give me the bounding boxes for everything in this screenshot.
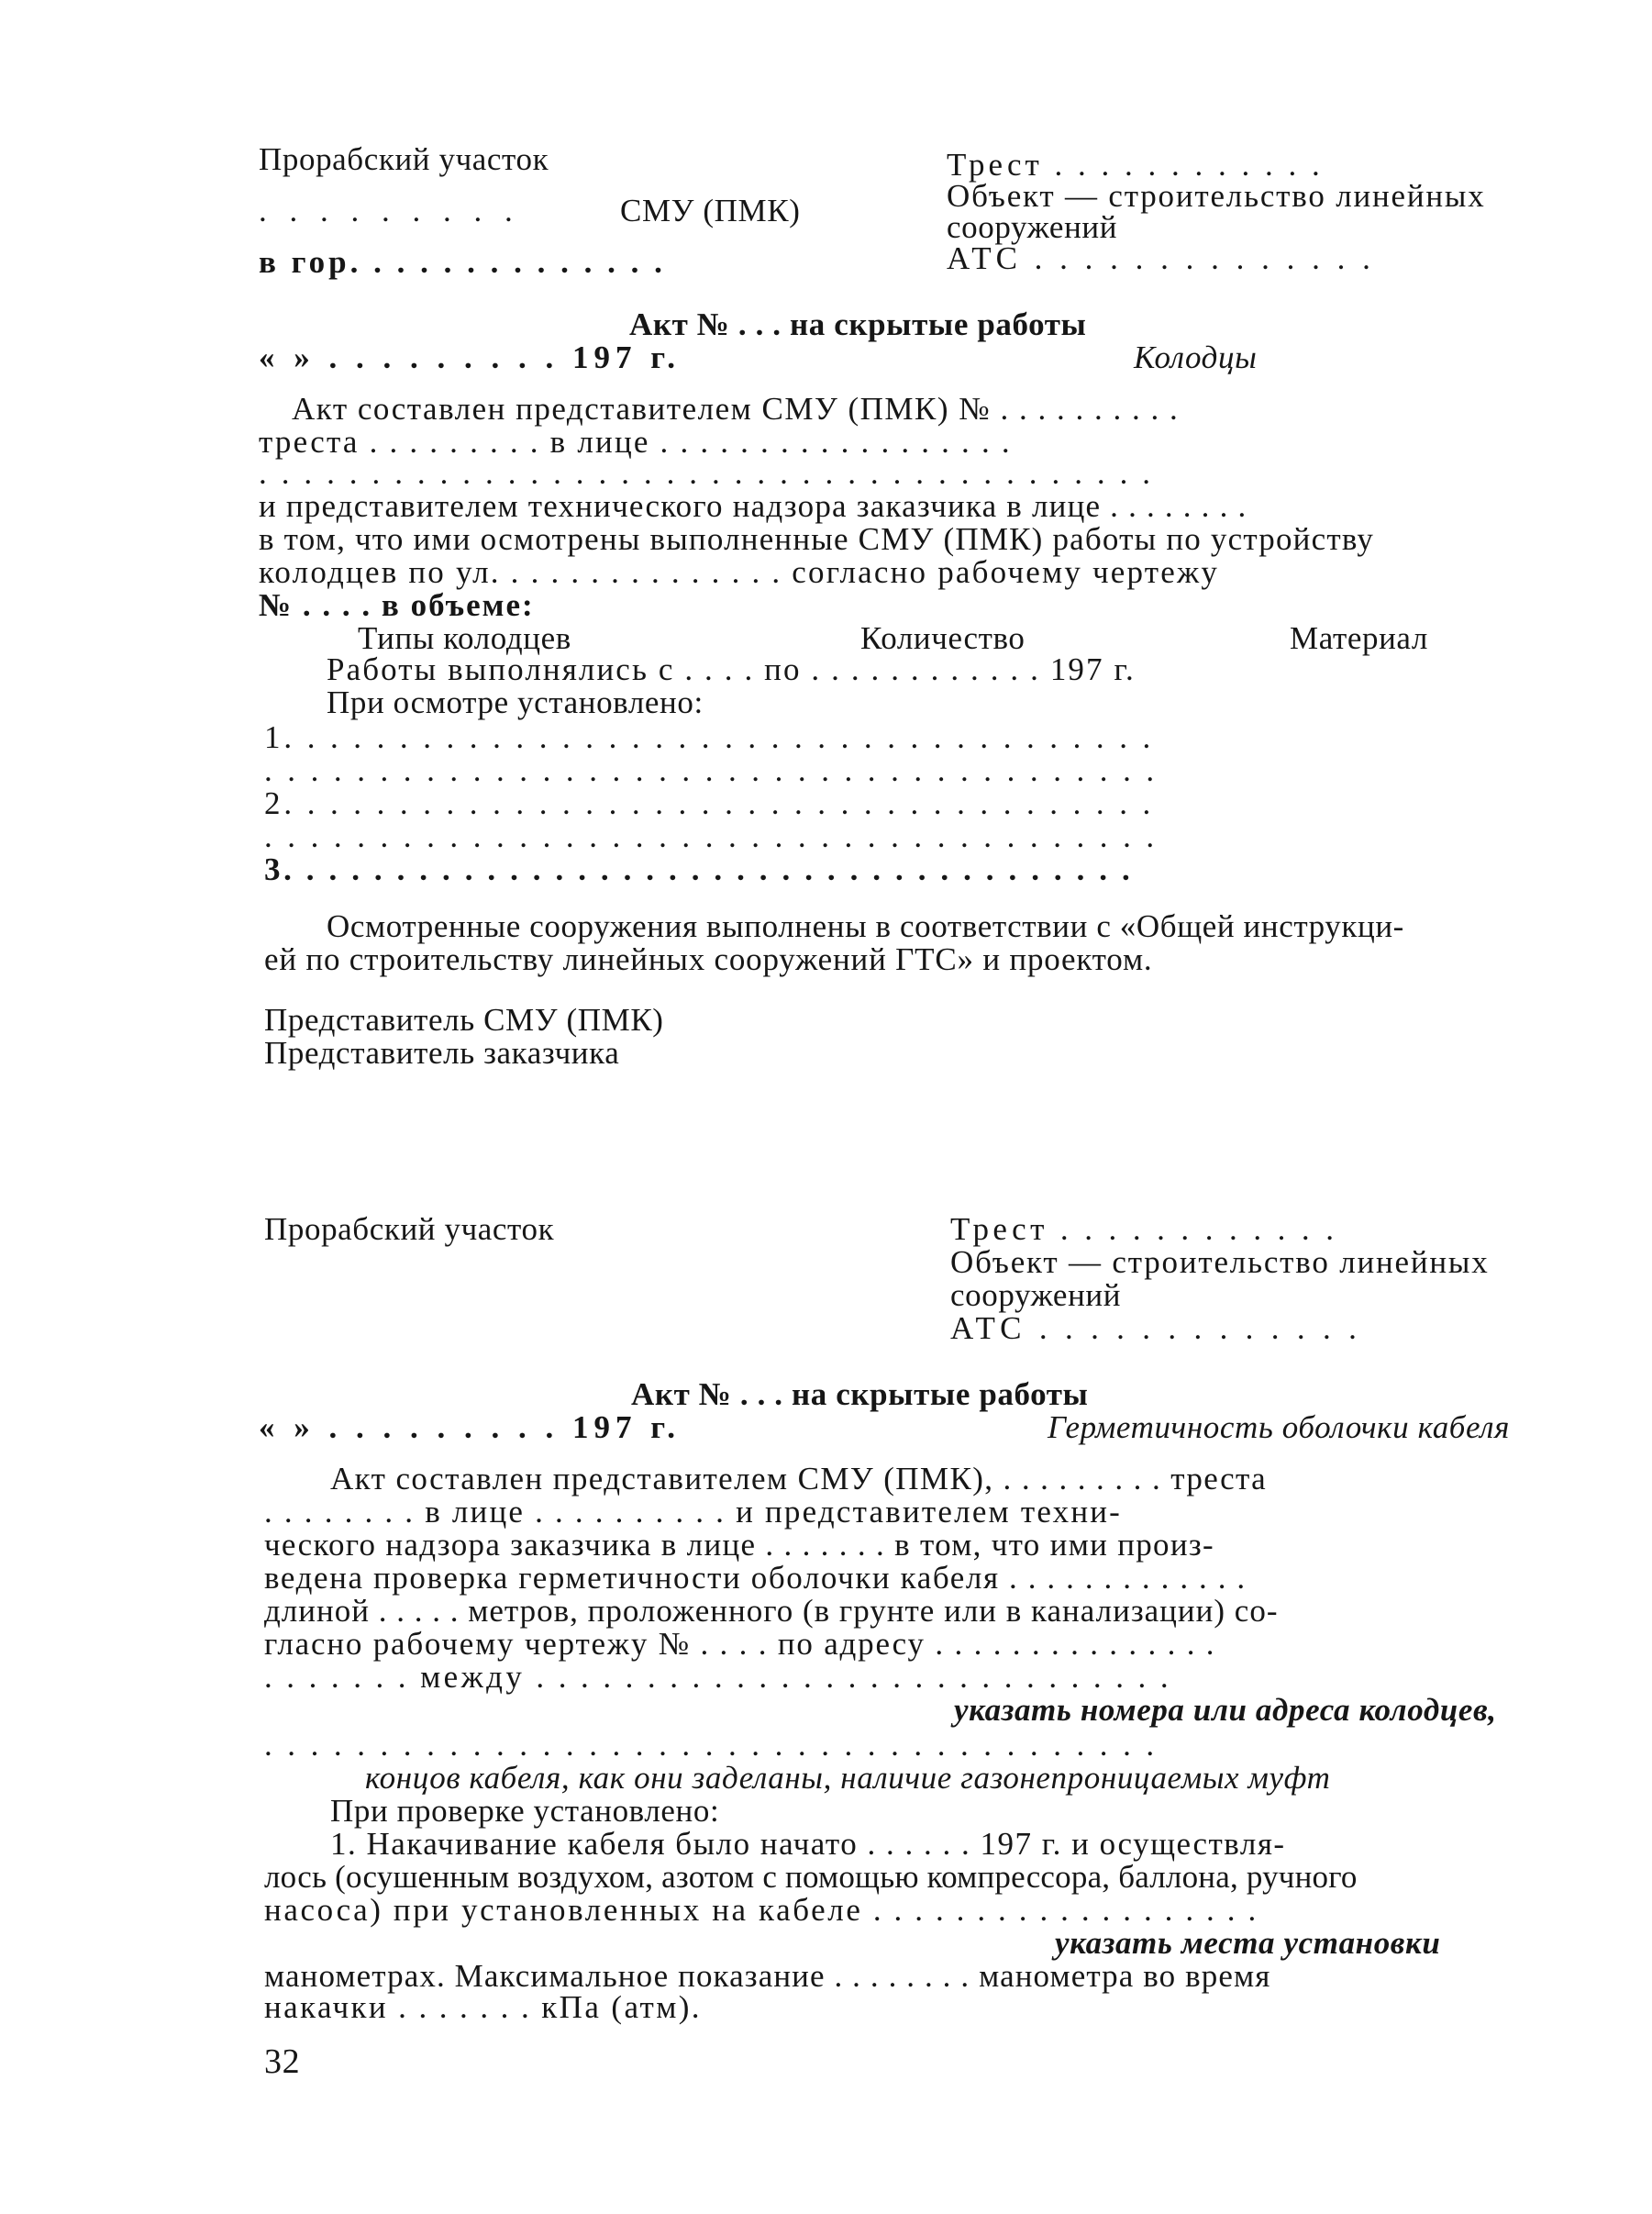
act1-object-line-b: сооружений [947,209,1118,245]
act1-trust-field: Трест . . . . . . . . . . . . [947,147,1324,183]
act2-object-line-b: сооружений [950,1277,1122,1313]
act1-finding-line: 1. . . . . . . . . . . . . . . . . . . . . . . . . . . . . . . . . . . . . . [264,719,1155,755]
act2-item1-cont-line: манометрах. Максимальное показание . . . . . . . . манометра во время [264,1958,1271,1994]
act2-site-label: Прорабский участок [264,1211,555,1247]
act1-signature-customer: Представитель заказчика [264,1035,620,1071]
act2-body-line: ведена проверка герметичности оболочки кабеля . . . . . . . . . . . . . [264,1560,1247,1596]
act1-body-line: . . . . . . . . . . . . . . . . . . . . . . . . . . . . . . . . . . . . . . . . [259,455,1154,491]
act2-dots-line: . . . . . . . . . . . . . . . . . . . . . . . . . . . . . . . . . . . . . . . [264,1727,1159,1763]
act2-body-line: . . . . . . . между . . . . . . . . . . . . . . . . . . . . . . . . . . . . . [264,1659,1171,1695]
act2-note-places: указать места установки [1055,1925,1441,1961]
table-header-material: Материал [1290,620,1428,656]
act1-finding-line: 2. . . . . . . . . . . . . . . . . . . . . . . . . . . . . . . . . . . . . . [264,785,1155,821]
act1-date: « » . . . . . . . . . 197 г. [259,339,681,375]
act2-body-line: длиной . . . . . метров, проложенного (в грунте или в канализации) со- [264,1593,1279,1629]
act1-conclusion-line: ей по строительству линейных сооружений ГТС» и проектом. [264,941,1153,977]
act2-note-wells: указать номера или адреса колодцев, [954,1692,1497,1728]
act2-title: Акт № . . . на скрытые работы [631,1376,1089,1412]
act2-body-line: . . . . . . . . в лице . . . . . . . . . . и представителем техни- [264,1494,1123,1530]
act2-note-ends: концов кабеля, как они заделаны, наличие газонепроницаемых муфт [365,1760,1331,1796]
act1-finding-line: 3. . . . . . . . . . . . . . . . . . . . . . . . . . . . . . . . . . . . . . [264,851,1134,887]
act2-check-intro: При проверке установлено: [330,1793,720,1829]
act1-body-line: № . . . . в объеме: [259,587,535,623]
act1-subject: Колодцы [1134,339,1258,375]
act2-item1-line: насоса) при установленных на кабеле . . . . . . . . . . . . . . . . . . . [264,1892,1258,1928]
act1-signature-smu: Представитель СМУ (ПМК) [264,1002,664,1038]
act1-conclusion-line: Осмотренные сооружения выполнены в соответствии с «Общей инструкци- [327,908,1404,944]
act1-city-field: в гор. . . . . . . . . . . . . . [259,244,666,280]
act1-smu-dots: . . . . . . . . . [259,193,520,228]
act1-body-line: колодцев по ул. . . . . . . . . . . . . . . согласно рабочему чертежу [259,554,1220,590]
act1-finding-line: . . . . . . . . . . . . . . . . . . . . . . . . . . . . . . . . . . . . . . . [264,752,1159,788]
act1-finding-line: . . . . . . . . . . . . . . . . . . . . . . . . . . . . . . . . . . . . . . . [264,818,1159,854]
act2-item1-cont-line: накачки . . . . . . . кПа (атм). [264,1989,702,2025]
page-number: 32 [264,2042,301,2081]
act1-title: Акт № . . . на скрытые работы [629,306,1087,342]
act2-body-line: ческого надзора заказчика в лице . . . . . . . в том, что ими произ- [264,1527,1214,1563]
act2-object-line-a: Объект — строительство линейных [950,1244,1490,1280]
act1-body-line: Акт составлен представителем СМУ (ПМК) № . . . . . . . . . . [292,391,1180,427]
act1-inspection-intro: При осмотре установлено: [327,684,704,720]
act2-item1-line: 1. Накачивание кабеля было начато . . . . . . 197 г. и осуществля- [330,1826,1286,1862]
act1-body-line: треста . . . . . . . . . в лице . . . . . . . . . . . . . . . . . . [259,424,1012,460]
act2-body-line: Акт составлен представителем СМУ (ПМК), . . . . . . . . . треста [330,1461,1268,1496]
act1-ats-field: АТС . . . . . . . . . . . . . . [947,240,1375,276]
table-header-types: Типы колодцев [358,620,571,656]
act1-body-line: в том, что ими осмотрены выполненные СМУ (ПМК) работы по устройству [259,521,1375,557]
table-header-quantity: Количество [860,620,1026,656]
act2-trust-field: Трест . . . . . . . . . . . . [950,1211,1338,1247]
act1-smu-label: СМУ (ПМК) [620,193,801,228]
act2-subject: Герметичность оболочки кабеля [1048,1409,1510,1445]
act2-ats-field: АТС . . . . . . . . . . . . . [950,1310,1362,1346]
act2-date: « » . . . . . . . . . 197 г. [259,1409,681,1445]
act1-body-line: и представителем технического надзора заказчика в лице . . . . . . . . [259,488,1247,524]
act2-item1-line: лось (осушенным воздухом, азотом с помощью компрессора, баллона, ручного [264,1859,1358,1895]
act1-works-period: Работы выполнялись с . . . . по . . . . . . . . . . . . 197 г. [327,651,1136,687]
act1-site-label: Прорабский участок [259,141,549,177]
act1-object-line-a: Объект — строительство линейных [947,178,1486,214]
act2-body-line: гласно рабочему чертежу № . . . . по адресу . . . . . . . . . . . . . . . [264,1626,1216,1662]
